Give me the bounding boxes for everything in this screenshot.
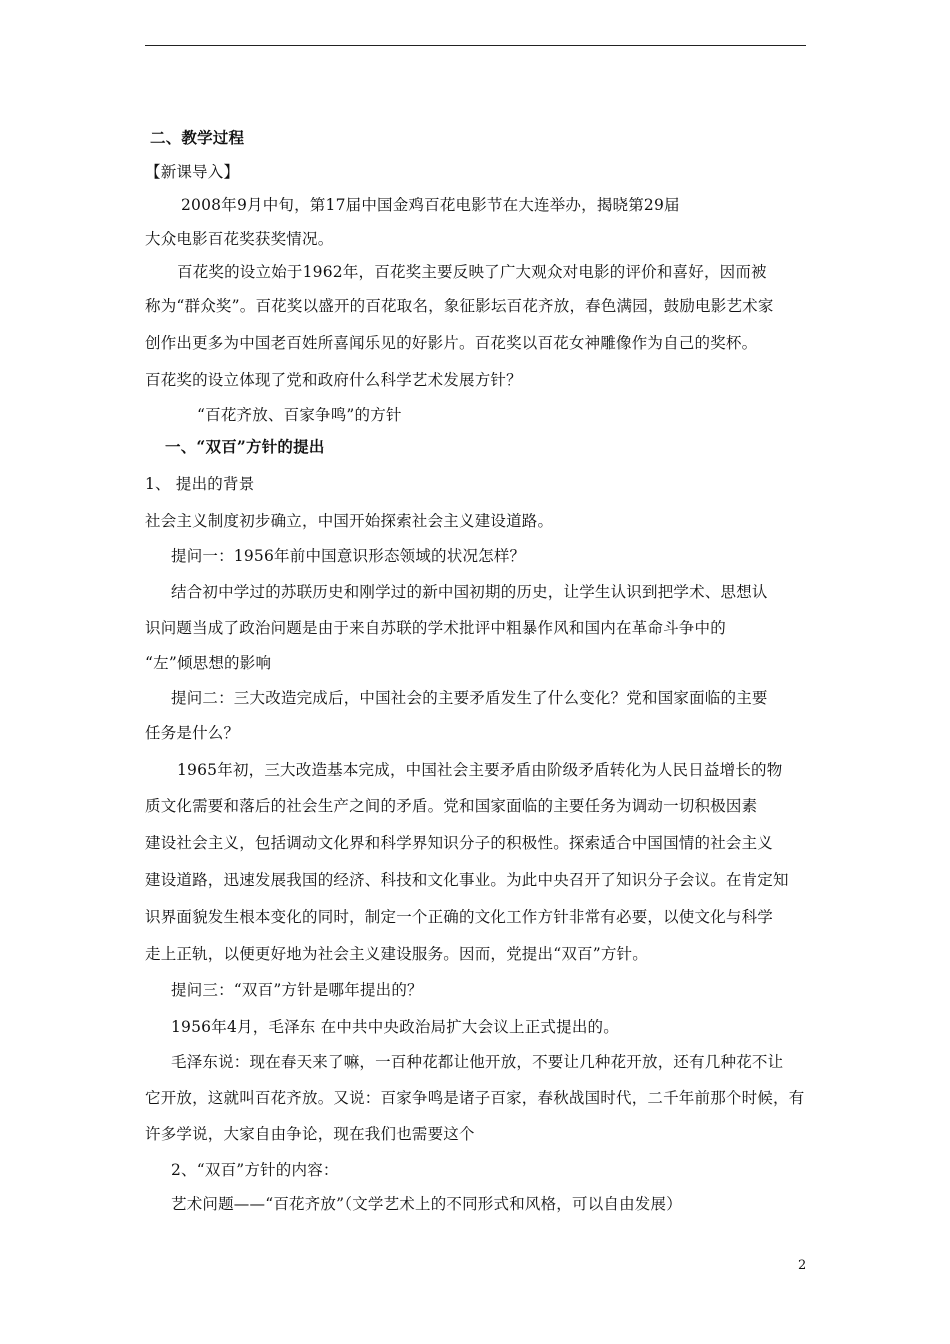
question-line: 提问二：三大改造完成后，中国社会的主要矛盾发生了什么变化？党和国家面临的主要 bbox=[171, 689, 768, 707]
paragraph-line: 任务是什么？ bbox=[145, 724, 240, 742]
question-line: 提问一：1956年前中国意识形态领域的状况怎样？ bbox=[171, 547, 526, 565]
paragraph-line: 社会主义制度初步确立，中国开始探索社会主义建设道路。 bbox=[145, 512, 554, 530]
page-number: 2 bbox=[798, 1258, 807, 1273]
paragraph-line: 走上正轨，以便更好地为社会主义建设服务。因而，党提出“双百”方针。 bbox=[145, 945, 648, 963]
numbered-heading: 2、“双百”方针的内容： bbox=[171, 1161, 339, 1179]
paragraph-line: 识界面貌发生根本变化的同时，制定一个正确的文化工作方针非常有必要，以使文化与科学 bbox=[145, 908, 774, 926]
paragraph-line: 质文化需要和落后的社会生产之间的矛盾。党和国家面临的主要任务为调动一切积极因素 bbox=[145, 797, 758, 815]
paragraph-line: 艺术问题——“百花齐放”（文学艺术上的不同形式和风格，可以自由发展） bbox=[171, 1195, 682, 1213]
subsection-heading: 一、“双百”方针的提出 bbox=[165, 437, 325, 456]
paragraph-line: 它开放，这就叫百花齐放。又说：百家争鸣是诸子百家，春秋战国时代，二千年前那个时候，有 bbox=[145, 1089, 805, 1107]
numbered-heading: 1、 提出的背景 bbox=[145, 475, 255, 493]
paragraph-line: 许多学说，大家自由争论，现在我们也需要这个 bbox=[145, 1125, 475, 1143]
new-lesson-intro-label: 【新课导入】 bbox=[145, 163, 240, 181]
question-line: 提问三：“双百”方针是哪年提出的？ bbox=[171, 981, 423, 999]
paragraph-line: 1965年初，三大改造基本完成，中国社会主要矛盾由阶级矛盾转化为人民日益增长的物 bbox=[177, 761, 783, 779]
header-rule bbox=[145, 45, 806, 46]
paragraph-line: 百花奖的设立始于1962年，百花奖主要反映了广大观众对电影的评价和喜好，因而被 bbox=[177, 263, 767, 281]
paragraph-line: 2008年9月中旬，第17届中国金鸡百花电影节在大连举办，揭晓第29届 bbox=[181, 196, 680, 214]
section-heading-teaching-process: 二、教学过程 bbox=[150, 128, 245, 147]
answer-line: “百花齐放、百家争鸣”的方针 bbox=[197, 406, 402, 424]
paragraph-line: 建设社会主义，包括调动文化界和科学界知识分子的积极性。探索适合中国国情的社会主义 bbox=[145, 834, 774, 852]
paragraph-line: 1956年4月，毛泽东 在中共中央政治局扩大会议上正式提出的。 bbox=[171, 1018, 619, 1036]
paragraph-line: 建设道路，迅速发展我国的经济、科技和文化事业。为此中央召开了知识分子会议。在肯定知 bbox=[145, 871, 789, 889]
paragraph-line: 大众电影百花奖获奖情况。 bbox=[145, 230, 334, 248]
paragraph-line: 百花奖的设立体现了党和政府什么科学艺术发展方针？ bbox=[145, 371, 522, 389]
paragraph-line: 创作出更多为中国老百姓所喜闻乐见的好影片。百花奖以百花女神雕像作为自己的奖杯。 bbox=[145, 334, 758, 352]
paragraph-line: 结合初中学过的苏联历史和刚学过的新中国初期的历史，让学生认识到把学术、思想认 bbox=[171, 583, 768, 601]
paragraph-line: 识问题当成了政治问题是由于来自苏联的学术批评中粗暴作风和国内在革命斗争中的 bbox=[145, 619, 726, 637]
paragraph-line: 毛泽东说：现在春天来了嘛，一百种花都让他开放，不要让几种花开放，还有几种花不让 bbox=[171, 1053, 784, 1071]
paragraph-line: 称为“群众奖”。百花奖以盛开的百花取名，象征影坛百花齐放，春色满园，鼓励电影艺术家 bbox=[145, 297, 774, 315]
paragraph-line: “左”倾思想的影响 bbox=[145, 654, 272, 672]
